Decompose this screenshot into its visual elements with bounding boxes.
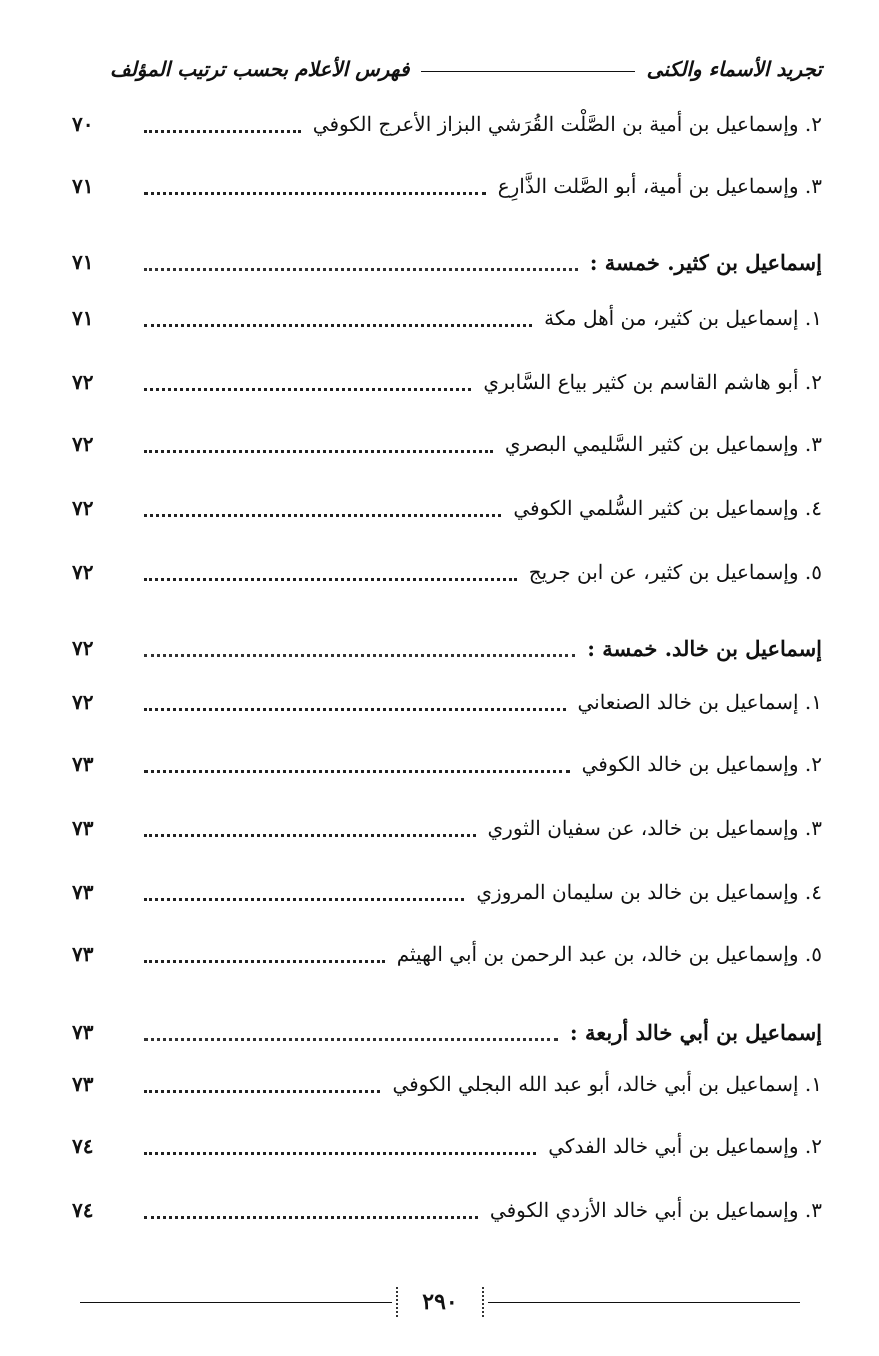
dot-leader xyxy=(144,1138,536,1155)
index-entry xyxy=(72,1192,822,1228)
entry-page-number: ٧٣ xyxy=(72,1072,94,1096)
header-section-title: فهرس الأعلام بحسب ترتيب المؤلف xyxy=(110,57,410,81)
entry-name: ٤. وإسماعيل بن كثير السُّلمي الكوفي xyxy=(513,496,822,520)
index-entry xyxy=(72,554,822,590)
footer-rule xyxy=(488,1302,800,1303)
entry-name: ٥. وإسماعيل بن كثير، عن ابن جريج xyxy=(528,560,822,584)
index-group-heading xyxy=(72,244,822,280)
dot-leader xyxy=(144,1024,558,1041)
entry-name: ١. إسماعيل بن خالد الصنعاني xyxy=(577,690,822,714)
dot-leader xyxy=(144,1202,478,1219)
group-page-number: ٧١ xyxy=(72,250,94,274)
entry-page-number: ٧٠ xyxy=(72,112,94,136)
entry-name: ٣. وإسماعيل بن خالد، عن سفيان الثوري xyxy=(487,816,822,840)
entry-page-number: ٧٢ xyxy=(72,690,94,714)
dot-leader xyxy=(144,820,476,837)
index-entry xyxy=(72,684,822,720)
index-entry xyxy=(72,874,822,910)
footer-rule xyxy=(80,1302,392,1303)
index-entry xyxy=(72,300,822,336)
index-entry xyxy=(72,1128,822,1164)
index-entry xyxy=(72,364,822,400)
entry-name: ٢. وإسماعيل بن خالد الكوفي xyxy=(581,752,822,776)
entry-name: ٣. وإسماعيل بن أبي خالد الأزدي الكوفي xyxy=(489,1198,822,1222)
page-footer xyxy=(80,1282,800,1322)
group-page-number: ٧٢ xyxy=(72,636,94,660)
index-entry xyxy=(72,490,822,526)
entry-page-number: ٧٢ xyxy=(72,496,94,520)
entry-page-number: ٧٣ xyxy=(72,942,94,966)
dot-leader xyxy=(144,254,578,271)
entry-page-number: ٧٢ xyxy=(72,560,94,584)
dot-leader xyxy=(144,178,486,195)
header-book-title: تجريد الأسماء والكنى xyxy=(646,57,822,81)
dot-leader xyxy=(144,1076,380,1093)
entry-page-number: ٧٢ xyxy=(72,432,94,456)
entry-page-number: ٧٣ xyxy=(72,816,94,840)
index-group-heading xyxy=(72,630,822,666)
entry-page-number: ٧٣ xyxy=(72,880,94,904)
entry-name: ٢. وإسماعيل بن أبي خالد الفدكي xyxy=(548,1134,822,1158)
dot-leader xyxy=(144,310,532,327)
dot-leader xyxy=(144,436,493,453)
entry-name: ٢. وإسماعيل بن أمية بن الصَّلْت القُرَشي البزاز الأعرج الكوفي xyxy=(312,112,822,136)
dot-leader xyxy=(144,374,471,391)
dot-leader xyxy=(144,756,570,773)
index-entry xyxy=(72,1066,822,1102)
entry-page-number: ٧١ xyxy=(72,306,94,330)
group-page-number: ٧٣ xyxy=(72,1020,94,1044)
index-entry xyxy=(72,106,822,142)
dot-leader xyxy=(144,564,517,581)
entry-page-number: ٧١ xyxy=(72,174,94,198)
index-entry xyxy=(72,746,822,782)
index-entry xyxy=(72,426,822,462)
entry-name: ٤. وإسماعيل بن خالد بن سليمان المروزي xyxy=(476,880,822,904)
dot-leader xyxy=(144,116,301,133)
entry-name: ٣. وإسماعيل بن كثير السَّليمي البصري xyxy=(504,432,822,456)
index-entry xyxy=(72,936,822,972)
page-number: ٢٩٠ xyxy=(396,1287,484,1317)
entry-page-number: ٧٢ xyxy=(72,370,94,394)
group-title: إسماعيل بن كثير. خمسة : xyxy=(589,249,822,275)
dot-leader xyxy=(144,694,566,711)
entry-name: ١. إسماعيل بن كثير، من أهل مكة xyxy=(544,306,822,330)
index-entry xyxy=(72,810,822,846)
entry-page-number: ٧٤ xyxy=(72,1198,94,1222)
entry-page-number: ٧٣ xyxy=(72,752,94,776)
dot-leader xyxy=(144,884,464,901)
entry-name: ٣. وإسماعيل بن أمية، أبو الصَّلت الذَّارِع xyxy=(497,174,822,198)
group-title: إسماعيل بن أبي خالد أربعة : xyxy=(569,1019,822,1045)
dot-leader xyxy=(144,640,575,657)
index-group-heading xyxy=(72,1014,822,1050)
dot-leader xyxy=(144,500,501,517)
index-entry xyxy=(72,168,822,204)
entry-name: ١. إسماعيل بن أبي خالد، أبو عبد الله البجلي الكوفي xyxy=(392,1072,822,1096)
header-rule xyxy=(421,71,634,72)
entry-name: ٢. أبو هاشم القاسم بن كثير بياع السَّابري xyxy=(483,370,822,394)
entry-page-number: ٧٤ xyxy=(72,1134,94,1158)
running-header xyxy=(110,52,822,86)
entry-name: ٥. وإسماعيل بن خالد، بن عبد الرحمن بن أبي الهيثم xyxy=(396,942,822,966)
dot-leader xyxy=(144,946,385,963)
group-title: إسماعيل بن خالد. خمسة : xyxy=(587,635,822,661)
